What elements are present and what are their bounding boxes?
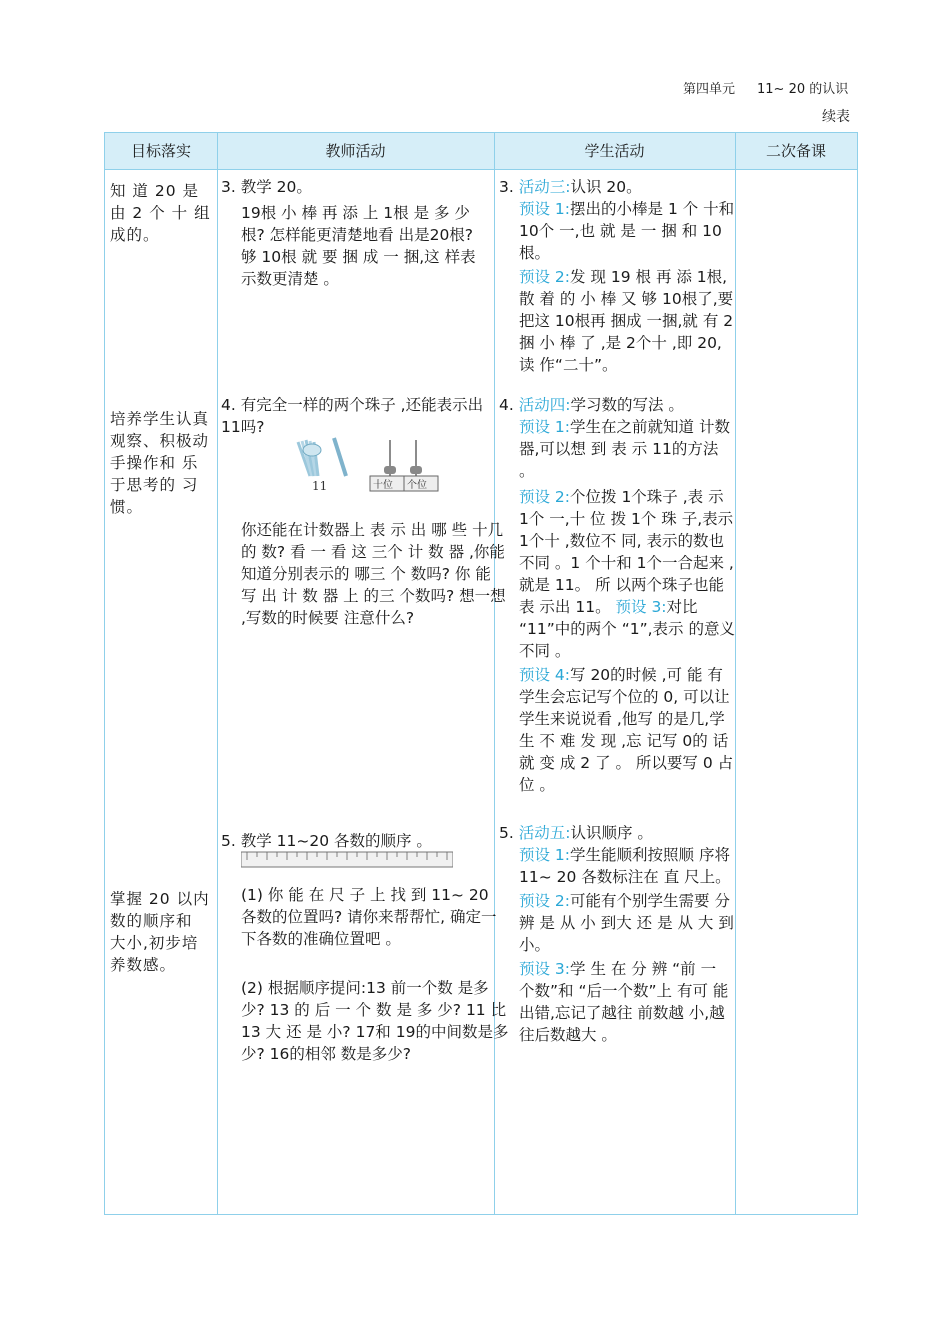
teacher-5-question-2: (2) 根据顺序提问:13 前一个数 是多少? 13 的 后 一 个 数 是 多 少? 11 比 13 大 还 是 小? 17和 19的中间数是多少? 16的相邻 数是多少? [241, 979, 509, 1063]
student-5-heading [499, 822, 735, 844]
header-notes: 二次备课 [765, 142, 826, 160]
student-3-heading [499, 176, 735, 198]
preset-tag: 预设 1: [519, 418, 571, 436]
student-5-preset-2 [499, 890, 735, 956]
teacher-3-title: 3. 教学 20。 [221, 178, 312, 196]
preset-text: 学生能顺利按照顺 序将 11~ 20 各数标注在 直 尺上。 [519, 846, 731, 886]
student-5-number: 5. [499, 824, 514, 842]
preset-tag: 预设 2: [519, 488, 571, 506]
header-goals: 目标落实 [130, 142, 191, 160]
ruler-icon [241, 851, 453, 869]
student-5-preset-3 [499, 958, 735, 1046]
topic-label: 11~ 20 的认识 [757, 82, 849, 97]
preset-tag: 预设 1: [519, 200, 571, 218]
preset-text: 学生在之前就知道 计数器,可以想 到 表 示 11的方法 。 [519, 418, 730, 480]
page-header [683, 78, 870, 97]
teacher-4-body: 你还能在计数器上 表 示 出 哪 些 十几的 数? 看 一 看 这 三个 计 数 器 ,你能知道分别表示的 哪三 个 数吗? 你 能 写 出 计 数 器 上 的三 个数吗? 想一想 ,写数的时候要 注意什么? [241, 521, 506, 627]
preset-tag: 预设 2: [519, 892, 571, 910]
preset-text: 可能有个别学生需要 分辨 是 从 小 到大 还 是 从 大 到小。 [519, 892, 734, 954]
preset-tag: 预设 3: [615, 598, 667, 616]
goal-3: 掌握 20 以内数的顺序和 大小,初步培 养数感。 [110, 890, 210, 974]
student-5-preset-1 [499, 844, 735, 888]
teacher-activity-4-question: 4. 有完全一样的两个珠子 ,还能表示出 11吗? [221, 396, 484, 436]
counter-abacus-image [290, 436, 440, 494]
preset-tag: 预设 4: [519, 666, 571, 684]
student-activity-4 [499, 394, 735, 796]
student-3-number: 3. [499, 178, 514, 196]
preset-text: 发 现 19 根 再 添 1根,散 着 的 小 棒 又 够 10根了,要把这 10根再 捆成 一捆,就 有 2捆 小 棒 了 ,是 2个十 ,即 20,读 作“二十”。 [519, 268, 734, 374]
teacher-5-question-1: (1) 你 能 在 尺 子 上 找 到 11~ 20 各数的位置吗? 请你来帮帮忙, 确定一下各数的准确位置吧 。 [241, 886, 497, 948]
student-4-preset-2-3 [499, 486, 735, 662]
student-4-preset-4 [499, 664, 735, 796]
preset-tag: 预设 1: [519, 846, 571, 864]
preset-tag: 预设 2: [519, 268, 571, 286]
student-4-preset-1 [499, 416, 735, 482]
teacher-5-title: 5. 教学 11~20 各数的顺序 。 [221, 832, 432, 850]
column-divider [735, 133, 736, 1214]
student-3-preset-2 [499, 266, 735, 376]
ones-place-label: 个位 [407, 480, 427, 491]
student-4-number: 4. [499, 396, 514, 414]
student-5-tag: 活动五: [518, 824, 571, 842]
header-teacher: 教师活动 [325, 142, 386, 160]
student-3-tag: 活动三: [518, 178, 571, 196]
student-4-text: 学习数的写法 。 [570, 396, 684, 414]
preset-text: 个位拨 1个珠子 ,表 示 1个 一,十 位 拨 1个 珠 子,表示 1个十 ,数位不 同, 表示的数也不同 。1 个十和 1个一合起来 ,就是 11。 所 以两个珠子也能表 示出 11。 [519, 488, 734, 616]
preset-text: 对比 “11”中的两个 “1”,表示 的意义不同 。 [519, 598, 735, 660]
goal-2: 培养学生认真观察、积极动手操作和 乐于思考的 习惯。 [110, 410, 210, 516]
student-4-tag: 活动四: [518, 396, 571, 414]
tens-place-label: 十位 [373, 480, 393, 491]
student-activity-3 [499, 176, 735, 376]
stick-bundle-icon [298, 438, 346, 476]
preset-text: 写 20的时候 ,可 能 有学生会忘记写个位的 0, 可以让学生来说说看 ,他写 的是几,学 生 不 难 发 现 ,忘 记写 0的 话 就 变 成 2 了 。 所以要写 0 占位 。 [519, 666, 734, 794]
student-activity-5 [499, 822, 735, 1046]
student-4-heading [499, 394, 735, 416]
header-student: 学生活动 [584, 142, 645, 160]
student-3-text: 认识 20。 [570, 178, 642, 196]
teacher-3-body: 19根 小 棒 再 添 上 1根 是 多 少 根? 怎样能更清楚地看 出是20根? 够 10根 就 要 捆 成 一 捆,这 样表示数更清楚 。 [241, 204, 476, 288]
continued-label: 续表 [822, 109, 850, 125]
preset-tag: 预设 3: [519, 960, 571, 978]
counter-number-label: 11 [312, 479, 328, 493]
student-3-preset-1 [499, 198, 735, 264]
preset-text: 摆出的小棒是 1 个 十和 10个 一,也 就 是 一 捆 和 10根。 [519, 200, 735, 262]
preset-text: 学 生 在 分 辨 “前 一 个数”和 “后一个数”上 有可 能出错,忘记了越往 前数越 小,越往后数越大 。 [519, 960, 729, 1044]
teacher-activity-3 [221, 176, 487, 290]
unit-label: 第四单元 [683, 82, 736, 97]
student-5-text: 认识顺序 。 [570, 824, 653, 842]
column-divider [217, 133, 218, 1214]
goal-1: 知 道 20 是 由 2 个 十 组成的。 [110, 182, 211, 244]
